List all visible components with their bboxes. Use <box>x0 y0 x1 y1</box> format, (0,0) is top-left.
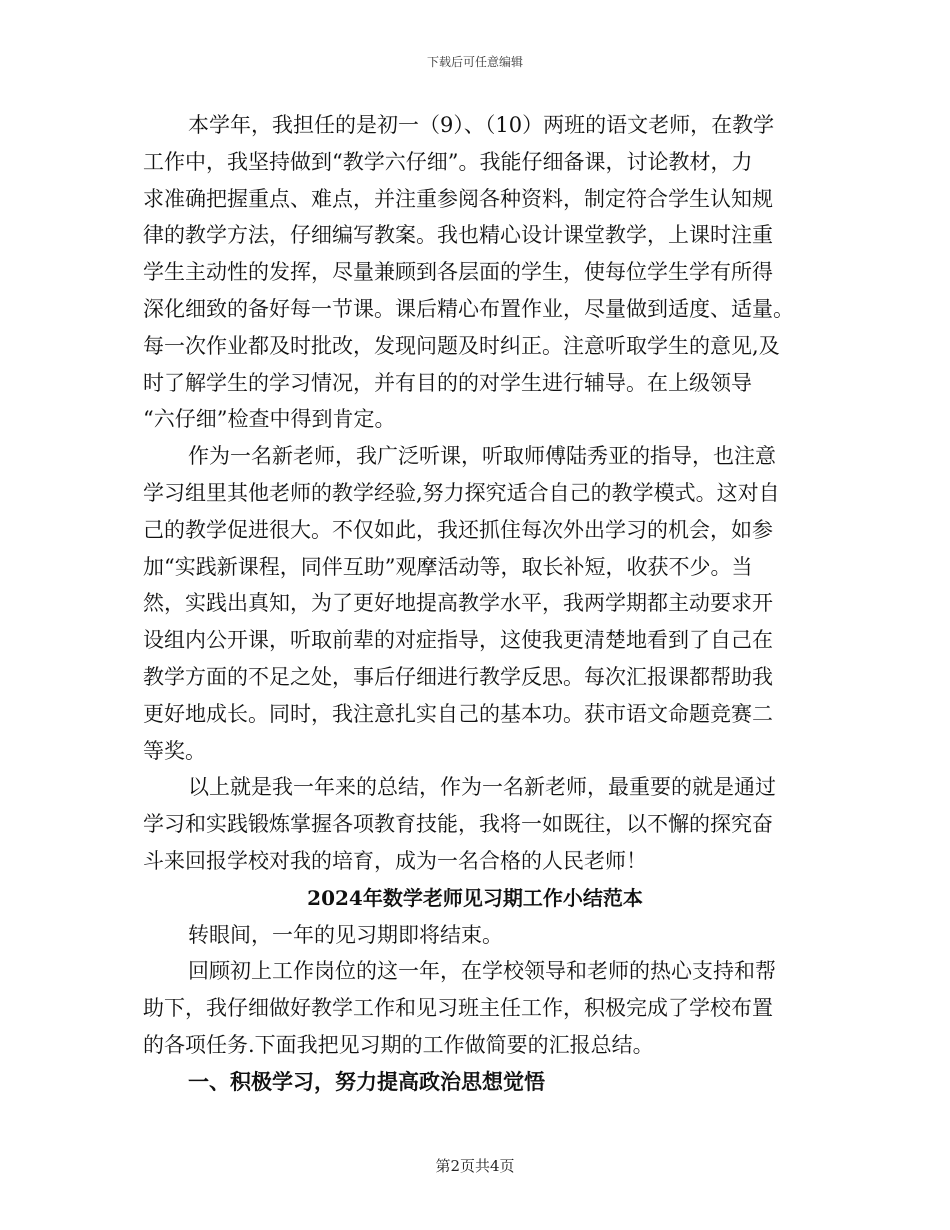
document-body <box>143 107 807 1101</box>
paragraph-line: 加“实践新课程，同伴互助”观摩活动等，取长补短，收获不少。当 <box>143 554 753 579</box>
paragraph-line: 工作中，我坚持做到“教学六仔细”。我能仔细备课，讨论教材，力 <box>143 149 753 174</box>
header-note: 下载后可任意编辑 <box>426 55 523 69</box>
paragraph-line: 学习组里其他老师的教学经验,努力探究适合自己的教学模式。这对自 <box>143 480 780 505</box>
section-heading: 一、积极学习，努力提高政治思想觉悟 <box>188 1068 545 1094</box>
paragraph-line: 求准确把握重点、难点，并注重参阅各种资料，制定符合学生认知规 <box>143 186 773 211</box>
paragraph-line: 然，实践出真知，为了更好地提高教学水平，我两学期都主动要求开 <box>143 591 773 616</box>
paragraph-line: 回顾初上工作岗位的这一年，在学校领导和老师的热心支持和帮 <box>188 959 776 984</box>
paragraph-line: 本学年，我担任的是初一（9）、（10）两班的语文老师，在教学 <box>188 113 775 137</box>
paragraph-line: “六仔细”检查中得到肯定。 <box>143 407 396 432</box>
paragraph-line: 时了解学生的学习情况，并有目的的对学生进行辅导。在上级领导 <box>143 370 752 395</box>
paragraph-line: 转眼间，一年的见习期即将结束。 <box>188 922 503 947</box>
paragraph-line: 的各项任务.下面我把见习期的工作做简要的汇报总结。 <box>143 1032 654 1057</box>
paragraph-line: 助下，我仔细做好教学工作和见习班主任工作，积极完成了学校布置 <box>143 996 773 1021</box>
page-number: 第2页共4页 <box>435 1157 515 1175</box>
paragraph-line: 等奖。 <box>143 738 206 763</box>
section-title: 2024年数学老师见习期工作小结范本 <box>307 885 643 910</box>
paragraph-line: 己的教学促进很大。不仅如此，我还抓住每次外出学习的机会，如参 <box>143 517 773 542</box>
paragraph-line: 深化细致的备好每一节课。课后精心布置作业，尽量做到适度、适量。 <box>143 296 794 321</box>
paragraph-line: 学习和实践锻炼掌握各项教育技能，我将一如既往，以不懈的探究奋 <box>143 812 773 837</box>
paragraph-line: 设组内公开课，听取前辈的对症指导，这使我更清楚地看到了自己在 <box>143 628 773 653</box>
paragraph-line: 教学方面的不足之处，事后仔细进行教学反思。每次汇报课都帮助我 <box>143 664 773 689</box>
paragraph-line: 学生主动性的发挥，尽量兼顾到各层面的学生，使每位学生学有所得 <box>143 260 773 285</box>
paragraph-line: 每一次作业都及时批改，发现问题及时纠正。注意听取学生的意见,及 <box>143 333 780 358</box>
paragraph-line: 更好地成长。同时，我注意扎实自己的基本功。获市语文命题竞赛二 <box>143 701 773 726</box>
paragraph-line: 律的教学方法，仔细编写教案。我也精心设计课堂教学，上课时注重 <box>143 223 773 248</box>
paragraph-line: 作为一名新老师，我广泛听课，听取师傅陆秀亚的指导，也注意 <box>188 444 776 469</box>
paragraph-line: 斗来回报学校对我的培育，成为一名合格的人民老师！ <box>143 848 647 873</box>
paragraph-line: 以上就是我一年来的总结，作为一名新老师，最重要的就是通过 <box>188 775 776 800</box>
